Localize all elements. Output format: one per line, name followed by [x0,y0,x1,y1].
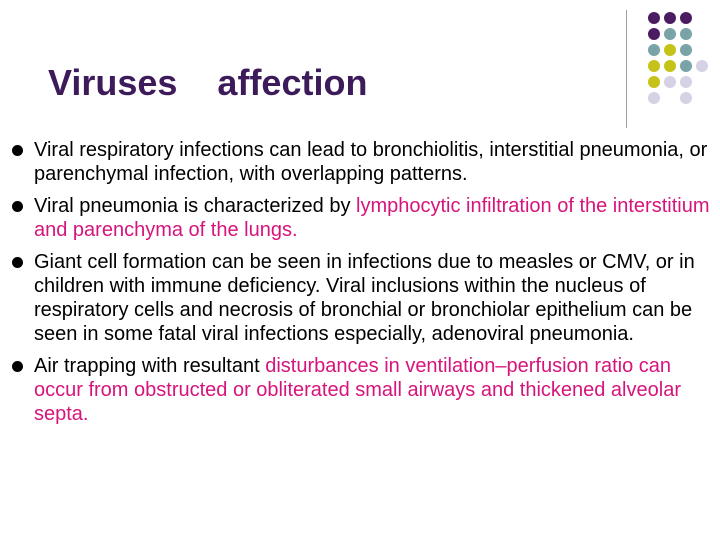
bullet-text [34,355,681,425]
bullet-icon [12,201,23,212]
bullet-text-segment: Viral respiratory infections can lead to bronchiolitis, interstitial pneumonia, or parenchymal infection, with overlapping patterns. [34,139,708,185]
decorative-dot [648,12,660,24]
decorative-divider-line [626,10,627,128]
bullet-item [10,250,716,346]
bullet-text-highlight: lymphocytic infiltration of the interstitium and parenchyma of the lungs. [34,195,710,241]
bullet-text-segment: Viral pneumonia is characterized by [34,195,357,217]
decorative-dot [648,76,660,88]
decorative-dot [696,60,708,72]
decorative-dot [680,60,692,72]
bullet-icon [12,257,23,268]
bullet-text [34,195,710,241]
slide-title: Viruses affection [48,62,368,103]
bullet-text [34,139,707,185]
bullet-text-segment: Giant cell formation can be seen in infections due to measles or CMV, or in children with immune deficiency. Viral inclusions within the nucleus of respiratory cells and necrosis of bronchial or bronchiolar epithelium can be seen in some fatal viral infections especially, adenoviral pneumonia. [34,251,695,345]
decorative-dot [680,76,692,88]
bullet-item [10,354,716,426]
decorative-dot [664,44,676,56]
decorative-dot [664,76,676,88]
decorative-dot [664,12,676,24]
bullet-item [10,194,716,242]
decorative-dot [648,92,660,104]
bullet-item [10,138,716,186]
bullet-icon [12,361,23,372]
bullet-list [10,138,716,434]
decorative-dot [648,28,660,40]
decorative-dot [664,28,676,40]
decorative-dot [680,92,692,104]
bullet-text-segment: Air trapping with resultant [34,355,266,377]
bullet-text-highlight: disturbances in ventilation–perfusion ratio can occur from obstructed or obliterated small airways and thickened alveolar septa. [34,355,681,425]
decorative-dot [680,44,692,56]
decorative-dot [680,12,692,24]
decorative-dot [664,60,676,72]
decorative-dot [648,60,660,72]
decorative-dot [680,28,692,40]
bullet-text [34,251,695,345]
bullet-icon [12,145,23,156]
decorative-dot [648,44,660,56]
